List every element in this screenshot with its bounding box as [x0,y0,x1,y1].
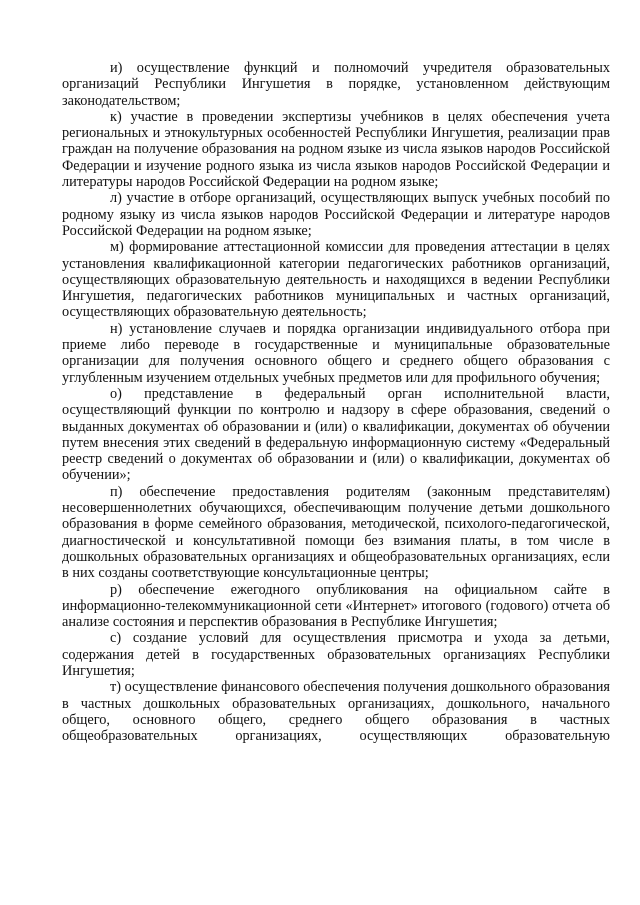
paragraph-l: л) участие в отборе организаций, осуществляющих выпуск учебных пособий по родному языку из числа языков народов Российской Федерации и литературе народов Российской Федерации на родном языке; [62,190,610,239]
paragraph-o: о) представление в федеральный орган исполнительной власти, осуществляющий функции по контролю и надзору в сфере образования, сведений о выданных документах об образовании и (или) о квалификации, документах об обучении путем внесения этих сведений в федеральную информационную систему «Федеральный реестр сведений о документах об образовании и (или) о квалификации, документах об обучении»; [62,385,610,484]
paragraph-s: с) создание условий для осуществления присмотра и ухода за детьми, содержания детей в государственных образовательных организациях Республики Ингушетия; [62,630,610,679]
paragraph-r: р) обеспечение ежегодного опубликования на официальном сайте в информационно-телекоммуникационной сети «Интернет» итогового (годового) отчета об анализе состояния и перспектив образования в Республике Ингушетия; [62,581,610,631]
paragraph-k: к) участие в проведении экспертизы учебников в целях обеспечения учета региональных и этнокультурных особенностей Республики Ингушетия, реализации прав граждан на получение образования на родном языке из числа языков народов Российской Федерации и изучение родного языка из числа языков народов Российской Федерации и литературы народов Российской Федерации на родном языке; [62,108,610,191]
paragraph-i: и) осуществление функций и полномочий учредителя образовательных организаций Республики Ингушетия в порядке, установленном действующим законодательством; [62,60,610,109]
paragraph-t: т) осуществление финансового обеспечения получения дошкольного образования в частных дошкольных образовательных организациях, дошкольного, начального общего, основного общего, среднего общего образования в частных общеобразовательных организациях, осуществляющих образовательную [62,679,610,745]
document-page [62,60,610,744]
paragraph-p: п) обеспечение предоставления родителям (законным представителям) несовершеннолетних обучающихся, обеспечивающим получение детьми дошкольного образования в форме семейного образования, методической, психолого-педагогической, диагностической и консультативной помощи без взимания платы, в том числе в дошкольных образовательных организациях и общеобразовательных организациях, если в них созданы соответствующие консультационные центры; [62,483,610,582]
paragraph-m: м) формирование аттестационной комиссии для проведения аттестации в целях установления квалификационной категории педагогических работников организаций, осуществляющих образовательную деятельность и находящихся в ведении Республики Ингушетия, педагогических работников муниципальных и частных организаций, осуществляющих образовательную деятельность; [62,239,610,321]
paragraph-n: н) установление случаев и порядка организации индивидуального отбора при приеме либо переводе в государственные и муниципальные образовательные организации для получения основного общего и среднего общего образования с углубленным изучением отдельных учебных предметов или для профильного обучения; [62,320,610,386]
